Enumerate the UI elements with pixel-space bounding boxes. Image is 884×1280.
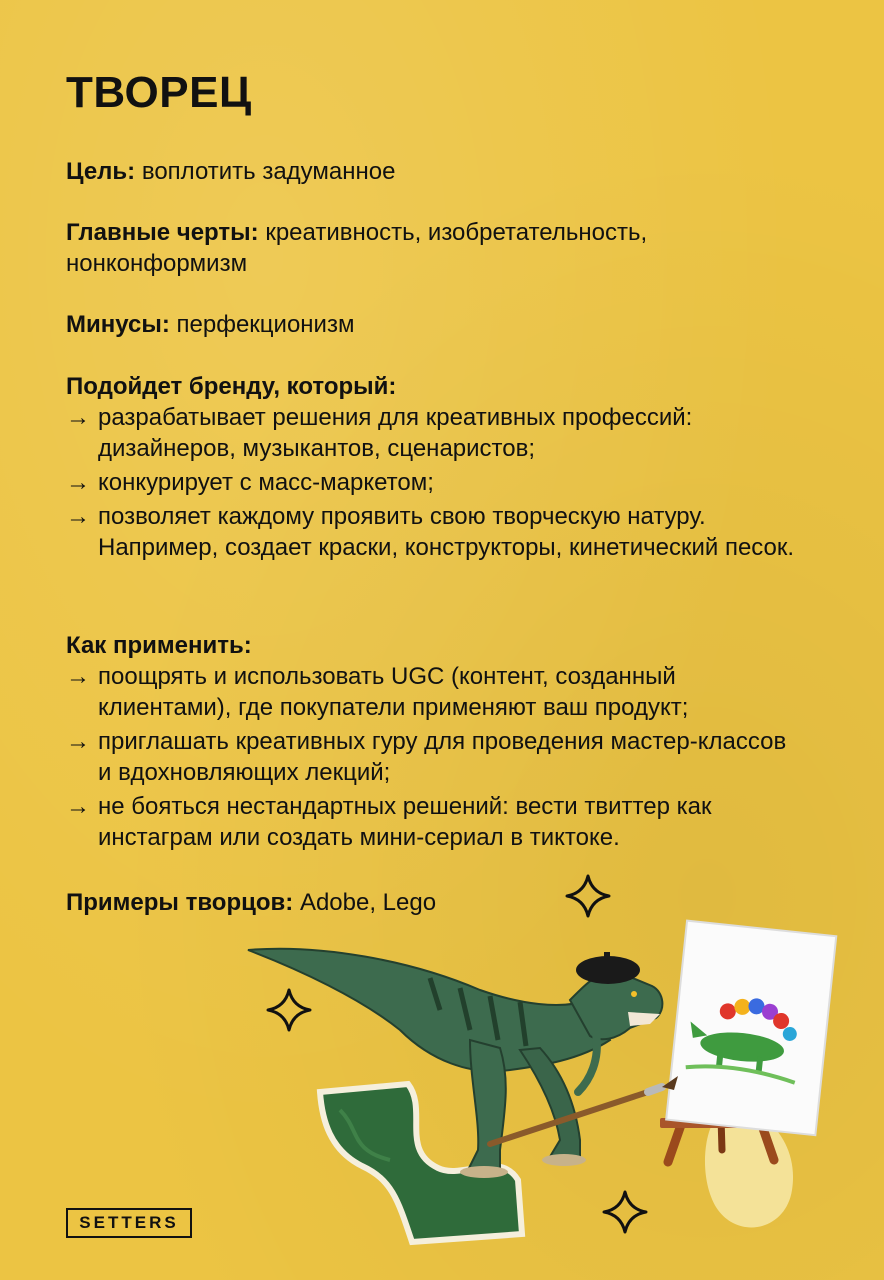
list-item: → поощрять и использовать UGC (контент, созданный клиентами), где покупатели применяют ваш продукт; bbox=[66, 663, 689, 721]
list-item: → разрабатывает решения для креативных профессий: дизайнеров, музыкантов, сценаристов; bbox=[66, 404, 693, 462]
arrow-icon: → bbox=[66, 728, 90, 755]
goal-text: воплотить задуманное bbox=[141, 158, 396, 185]
arrow-icon: → bbox=[66, 793, 90, 820]
page-title: ТВОРЕЦ bbox=[66, 68, 252, 117]
cons-text: перфекционизм bbox=[176, 311, 355, 338]
goal-label: Цель: bbox=[66, 158, 136, 185]
easel-illustration bbox=[660, 921, 836, 1162]
arrow-icon: → bbox=[66, 663, 90, 690]
list-item: → конкурирует с масс-маркетом; bbox=[66, 469, 434, 496]
examples-text: Adobe, Lego bbox=[299, 889, 437, 916]
cons-label: Минусы: bbox=[66, 311, 170, 338]
traits-text: креативность, изобретательность, нонконформизм bbox=[66, 219, 648, 277]
dinosaur-illustration bbox=[248, 949, 678, 1178]
list-item: → позволяет каждому проявить свою творческую натуру. Например, создает краски, конструкторы, кинетический песок. bbox=[66, 503, 795, 561]
sparkle-icon bbox=[604, 1192, 646, 1232]
arrow-icon: → bbox=[66, 404, 90, 431]
setters-logo: SETTERS bbox=[66, 1208, 192, 1238]
arrow-icon: → bbox=[66, 503, 90, 530]
list-item: → приглашать креативных гуру для проведения мастер-классов и вдохновляющих лекций; bbox=[66, 728, 787, 786]
examples-label: Примеры творцов: bbox=[66, 889, 294, 916]
list-item: → не бояться нестандартных решений: вести твиттер как инстаграм или создать мини-сериал в тиктоке. bbox=[66, 793, 712, 851]
arrow-icon: → bbox=[66, 469, 90, 496]
sparkle-icon bbox=[268, 990, 310, 1030]
apply-label: Как применить: bbox=[66, 632, 252, 659]
traits-label: Главные черты: bbox=[66, 219, 259, 246]
sparkle-icon bbox=[567, 876, 609, 916]
fits-label: Подойдет бренду, который: bbox=[66, 373, 397, 400]
